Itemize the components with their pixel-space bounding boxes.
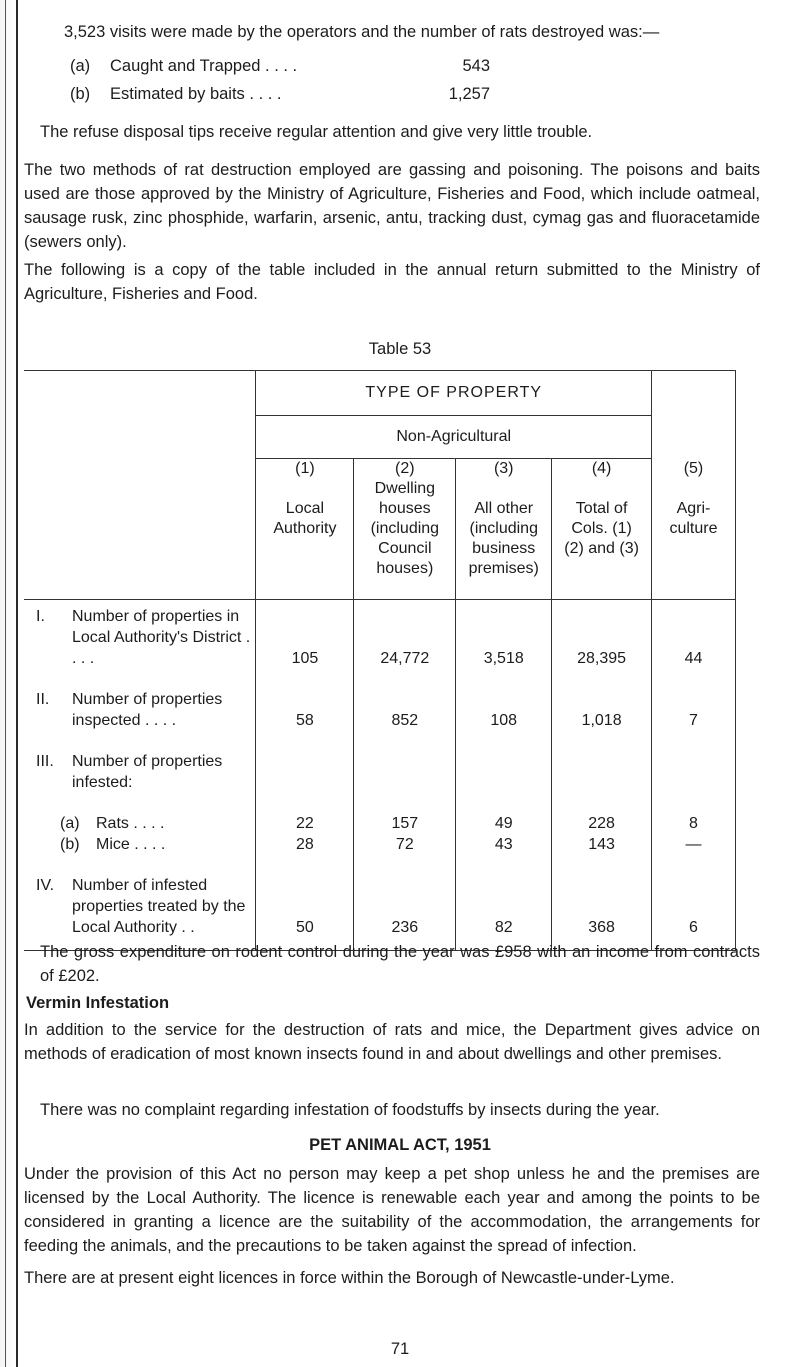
column-header: (5) Agri- culture	[651, 459, 735, 600]
page-binding-line	[5, 0, 6, 1367]
non-agricultural-header: Non-Agricultural	[256, 416, 652, 459]
values-col-5: 44 7 8 — 6	[651, 600, 735, 951]
type-of-property-header: TYPE OF PROPERTY	[256, 371, 652, 416]
column-header: (1) Local Authority	[256, 459, 354, 600]
count-row: (a) Caught and Trapped . . . . 543	[70, 57, 490, 75]
methods-paragraph: The two methods of rat destruction employed are gassing and poisoning. The poisons and baits used are those approved by the Ministry of Agriculture, Fisheries and Food, which include oatmeal, sausage rusk, zinc phosphide, warfarin, arsenic, antu, tracking dust, cymag gas and fluoracetamide (sewers only).	[24, 161, 760, 251]
agri-spacer	[651, 371, 735, 459]
rodent-table	[24, 370, 736, 951]
row-label: II. Number of properties inspected . . . .	[36, 691, 223, 729]
row-label: I. Number of properties in Local Authority's District . . . .	[36, 608, 251, 667]
row-label: III. Number of properties infested:	[36, 753, 223, 791]
row-label: IV. Number of infested properties treated by the Local Authority . .	[36, 877, 246, 936]
row-labels	[24, 600, 256, 951]
table-intro-paragraph: The following is a copy of the table included in the annual return submitted to the Ministry of Agriculture, Fisheries and Food.	[24, 261, 760, 303]
values-col-4: 28,395 1,018 228 143 368	[552, 600, 652, 951]
row-label: (b) Mice . . . .	[60, 836, 166, 853]
expenditure-paragraph: The gross expenditure on rodent control during the year was £958 with an income from contracts of £202.	[40, 943, 760, 985]
intro-paragraph: 3,523 visits were made by the operators and the number of rats destroyed was:—	[64, 23, 660, 41]
rats-destroyed-list	[70, 52, 590, 108]
foodstuffs-paragraph: There was no complaint regarding infestation of foodstuffs by insects during the year.	[40, 1101, 660, 1119]
column-header: (4) Total of Cols. (1) (2) and (3)	[552, 459, 652, 600]
licences-paragraph: There are at present eight licences in force within the Borough of Newcastle-under-Lyme.	[24, 1269, 675, 1287]
column-header: (3) All other (including business premises)	[456, 459, 552, 600]
column-header: (2) Dwelling houses (including Council houses)	[354, 459, 456, 600]
pet-act-paragraph: Under the provision of this Act no person may keep a pet shop unless he and the premises are licensed by the Local Authority. The licence is renewable each year and among the points to be considered in granting a licence are the suitability of the accommodation, the arrangements for feeding the animals, and the precautions to be taken against the spread of infection.	[24, 1165, 760, 1255]
pet-animal-act-heading: PET ANIMAL ACT, 1951	[309, 1136, 491, 1154]
table-corner	[24, 371, 256, 600]
values-col-1: 105 58 22 28 50	[256, 600, 354, 951]
values-col-3: 3,518 108 49 43 82	[456, 600, 552, 951]
values-col-2: 24,772 852 157 72 236	[354, 600, 456, 951]
page-binding-edge	[0, 0, 18, 1367]
table-title: Table 53	[368, 340, 432, 358]
count-row: (b) Estimated by baits . . . . 1,257	[70, 85, 490, 103]
vermin-paragraph: In addition to the service for the destruction of rats and mice, the Department gives advice on methods of eradication of most known insects found in and about dwellings and other premises.	[24, 1021, 760, 1063]
row-label: (a) Rats . . . .	[60, 815, 165, 832]
vermin-heading: Vermin Infestation	[26, 994, 170, 1012]
page-number: 71	[390, 1340, 410, 1358]
tips-paragraph: The refuse disposal tips receive regular attention and give very little trouble.	[40, 123, 593, 141]
